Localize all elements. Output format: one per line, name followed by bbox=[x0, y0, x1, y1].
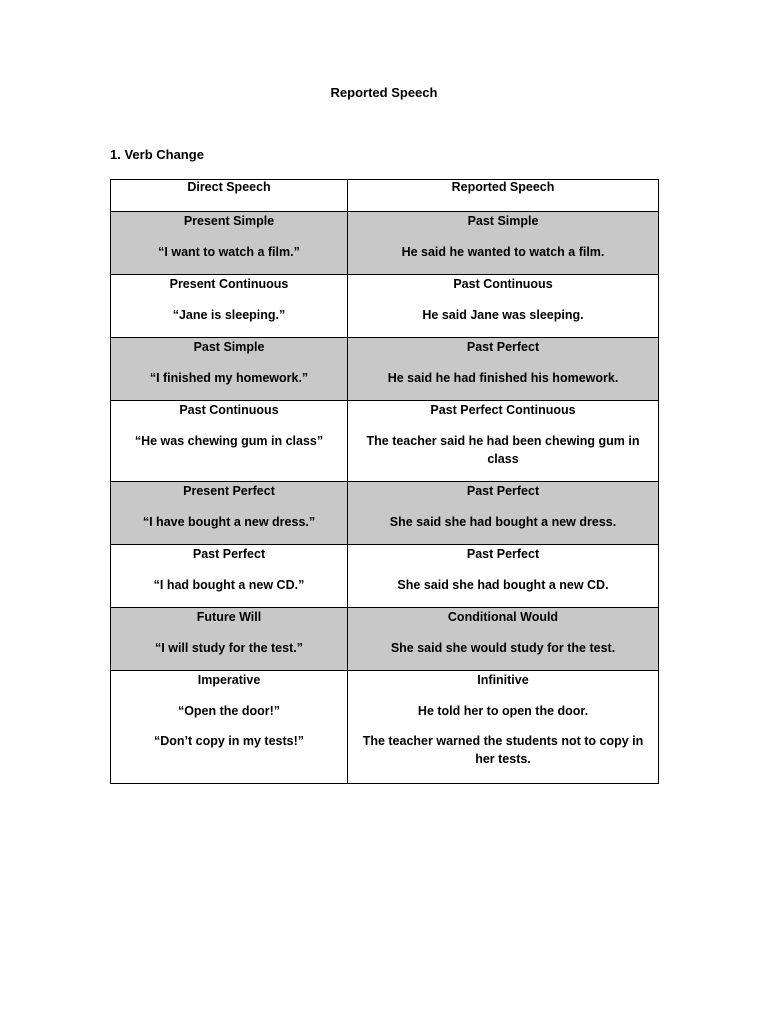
direct-tense: Present Simple bbox=[183, 214, 275, 228]
direct-cell bbox=[111, 401, 348, 482]
table-row bbox=[111, 482, 659, 545]
direct-example: “He was chewing gum in class” bbox=[134, 434, 324, 448]
reported-cell bbox=[348, 671, 659, 784]
direct-cell bbox=[111, 671, 348, 784]
direct-example: “I want to watch a film.” bbox=[158, 245, 300, 259]
reported-tense: Past Perfect bbox=[466, 484, 540, 498]
direct-cell bbox=[111, 212, 348, 275]
reported-example: He said Jane was sleeping. bbox=[422, 308, 584, 322]
direct-cell bbox=[111, 338, 348, 401]
direct-tense: Past Perfect bbox=[192, 547, 266, 561]
reported-example: He said he wanted to watch a film. bbox=[401, 245, 605, 259]
reported-example: She said she had bought a new CD. bbox=[397, 578, 609, 592]
reported-example: He told her to open the door. bbox=[417, 704, 589, 718]
table-header-row bbox=[111, 180, 659, 212]
reported-example: The teacher said he had been chewing gum in class bbox=[366, 434, 640, 466]
reported-tense: Past Perfect bbox=[466, 547, 540, 561]
reported-tense: Past Simple bbox=[467, 214, 539, 228]
direct-tense: Present Perfect bbox=[183, 484, 275, 498]
direct-cell bbox=[111, 608, 348, 671]
direct-cell bbox=[111, 275, 348, 338]
reported-tense: Conditional Would bbox=[447, 610, 559, 624]
page-title: Reported Speech bbox=[330, 85, 438, 100]
direct-example: “Jane is sleeping.” bbox=[172, 308, 286, 322]
direct-tense: Past Simple bbox=[193, 340, 265, 354]
direct-cell bbox=[111, 482, 348, 545]
reported-cell bbox=[348, 401, 659, 482]
reported-example: The teacher warned the students not to copy in her tests. bbox=[362, 734, 644, 766]
reported-example: She said she would study for the test. bbox=[390, 641, 616, 655]
direct-tense: Imperative bbox=[197, 673, 261, 687]
table-row bbox=[111, 212, 659, 275]
reported-cell bbox=[348, 338, 659, 401]
table-row bbox=[111, 401, 659, 482]
reported-example: She said she had bought a new dress. bbox=[389, 515, 617, 529]
reported-example: He said he had finished his homework. bbox=[387, 371, 619, 385]
table-row bbox=[111, 275, 659, 338]
table-row bbox=[111, 338, 659, 401]
direct-tense: Future Will bbox=[196, 610, 262, 624]
direct-example: “Don’t copy in my tests!” bbox=[153, 734, 305, 748]
direct-tense: Past Continuous bbox=[179, 403, 279, 417]
table-row bbox=[111, 608, 659, 671]
reported-cell bbox=[348, 608, 659, 671]
section-heading: 1. Verb Change bbox=[110, 147, 204, 162]
direct-example: “I had bought a new CD.” bbox=[153, 578, 305, 592]
reported-cell bbox=[348, 212, 659, 275]
reported-tense: Past Perfect bbox=[466, 340, 540, 354]
direct-example: “I finished my homework.” bbox=[149, 371, 309, 385]
direct-example: “Open the door!” bbox=[177, 704, 281, 718]
reported-cell bbox=[348, 482, 659, 545]
direct-tense: Present Continuous bbox=[169, 277, 289, 291]
reported-tense: Past Perfect Continuous bbox=[430, 403, 576, 417]
reported-cell bbox=[348, 275, 659, 338]
reported-tense: Infinitive bbox=[477, 673, 529, 687]
direct-example: “I have bought a new dress.” bbox=[142, 515, 316, 529]
table-row bbox=[111, 671, 659, 784]
direct-example: “I will study for the test.” bbox=[155, 641, 303, 655]
reported-tense: Past Continuous bbox=[453, 277, 553, 291]
header-reported-speech: Reported Speech bbox=[348, 180, 659, 212]
table-row bbox=[111, 545, 659, 608]
reported-cell bbox=[348, 545, 659, 608]
header-direct-speech: Direct Speech bbox=[111, 180, 348, 212]
verb-change-table bbox=[110, 179, 659, 784]
direct-cell bbox=[111, 545, 348, 608]
